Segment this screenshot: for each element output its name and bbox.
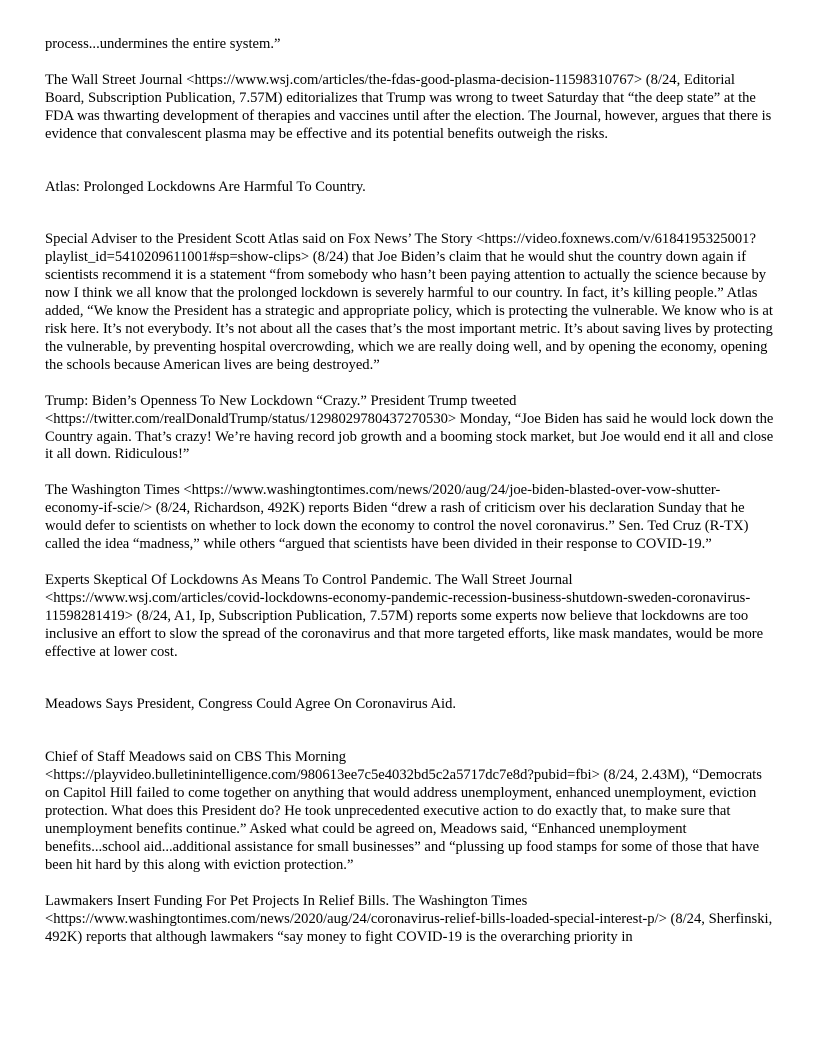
paragraph-trump-tweet: Trump: Biden’s Openness To New Lockdown “Crazy.” President Trump tweeted <https://twitter.com/realDonaldTrump/status/1298029780437270530> Monday, “Joe Biden has said he would lock down the Country again. That’s crazy! We’re having record job growth and a booming stock market, but Joe would end it all and close it all down. Ridiculous!” — [45, 392, 774, 463]
paragraph-wsj-plasma-editorial: The Wall Street Journal <https://www.wsj.com/articles/the-fdas-good-plasma-decision-11598310767> (8/24, Editorial Board, Subscription Publication, 7.57M) editorializes that Trump was wrong to tweet Saturday that “the deep state” at the FDA was thwarting development of therapies and vaccines until after the election. The Journal, however, argues that there is evidence that convalescent plasma may be effective and its potential benefits outweigh the risks. — [45, 71, 772, 142]
paragraph-atlas-fox-news: Special Adviser to the President Scott Atlas said on Fox News’ The Story <https://video.foxnews.com/v/6184195325001?playlist_id=5410209611001#sp=show-clips> (8/24) that Joe Biden’s claim that he would shut the country down again if scientists recommend it is a statement “from somebody who hasn’t been paying attention to actually the science because by now I think we all know that the prolonged lockdown is severely harmful to our country. In fact, it’s killing people.” Atlas added, “We know the President has a strategic and appropriate policy, which is protecting the vulnerable. We know who is at risk here. It’s not everybody. It’s not about all the cases that’s the most important metric. It’s about saving lives by protecting the vulnerable, by preventing hospital overcrowding, which we are really doing well, and by opening the economy, opening the schools because American lives are being destroyed.” — [45, 231, 773, 373]
document-page — [45, 36, 775, 946]
headline-atlas-lockdowns: Atlas: Prolonged Lockdowns Are Harmful To Country. — [45, 178, 366, 195]
headline-meadows-aid: Meadows Says President, Congress Could Agree On Coronavirus Aid. — [45, 696, 457, 713]
paragraph-pet-projects: Lawmakers Insert Funding For Pet Projects In Relief Bills. The Washington Times <https://www.washingtontimes.com/news/2020/aug/24/coronavirus-relief-bills-loaded-special-interest-p/> (8/24, Sherfinski, 492K) reports that although lawmakers “say money to fight COVID-19 is the overarching priority in — [45, 892, 773, 945]
paragraph-washington-times-biden: The Washington Times <https://www.washingtontimes.com/news/2020/aug/24/joe-biden-blasted-over-vow-shutter-economy-if-scie/> (8/24, Richardson, 492K) reports Biden “drew a rash of criticism over his declaration Sunday that he would defer to scientists on whether to lock down the economy to control the novel coronavirus.” Sen. Ted Cruz (R-TX) called the idea “madness,” while others “argued that scientists have been divided in their response to COVID-19.” — [45, 482, 749, 553]
paragraph-meadows-cbs: Chief of Staff Meadows said on CBS This Morning <https://playvideo.bulletinintelligence.com/980613ee7c5e4032bd5c2a5717dc7e8d?pubid=fbi> (8/24, 2.43M), “Democrats on Capitol Hill failed to come together on anything that would address unemployment, enhanced unemployment, eviction protection. What does this President do? He took unprecedented executive action to do exactly that, to make sure that unemployment benefits continue.” Asked what could be agreed on, Meadows said, “Enhanced unemployment benefits...school aid...additional assistance for small businesses” and “plussing up food stamps for some of those that have been hit hard by this along with eviction protection.” — [45, 749, 762, 873]
paragraph-continuation: process...undermines the entire system.” — [45, 36, 281, 52]
paragraph-experts-skeptical: Experts Skeptical Of Lockdowns As Means To Control Pandemic. The Wall Street Journal <https://www.wsj.com/articles/covid-lockdowns-economy-pandemic-recession-business-shutdown-sweden-coronavirus-11598281419> (8/24, A1, Ip, Subscription Publication, 7.57M) reports some experts now believe that lockdowns are too inclusive an effort to slow the spread of the coronavirus and that more targeted efforts, like mask mandates, would be more effective at lower cost. — [45, 571, 764, 660]
